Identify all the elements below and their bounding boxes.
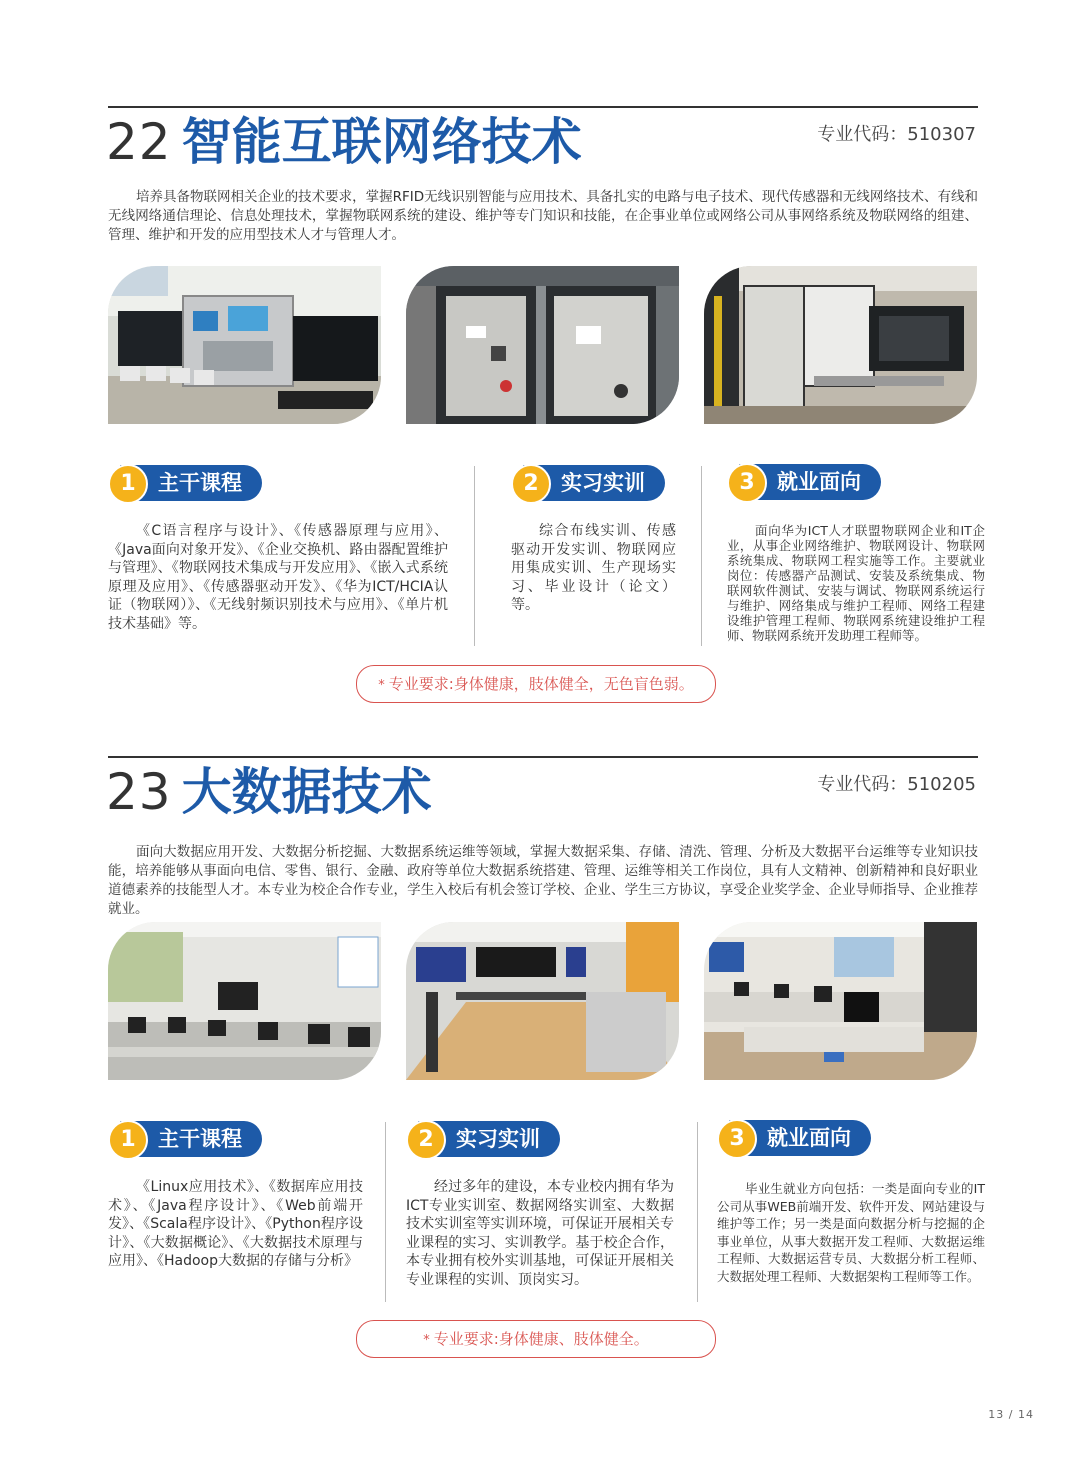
column-divider — [385, 1122, 386, 1302]
column-heading: 就业面向 — [729, 1120, 871, 1156]
lab-photo-computer-room-3 — [704, 922, 977, 1080]
column-divider — [474, 466, 475, 646]
requirement-star: * — [378, 678, 385, 693]
employment-text: 面向华为ICT人才联盟物联网企业和IT企业，从事企业网络维护、物联网设计、物联网系统集成、物联网工程实施等工作。主要就业岗位：传感器产品测试、安装及系统集成、物联网软件测试、安装与调试、物联网系统运行与维护、网络集成与维护工程师、网络工程建设维护管理工程师、物联网系统建设维护工程师、物联网系统开发助理工程师等。 — [727, 523, 985, 643]
requirement-note — [356, 665, 716, 703]
step-number: 2 — [511, 464, 551, 504]
column-divider — [701, 466, 702, 646]
lab-photo-rack-cabinets — [704, 266, 977, 424]
step-number: 1 — [108, 1120, 148, 1160]
practical-training-text: 综合布线实训、传感驱动开发实训、物联网应用集成实训、生产现场实习、毕业设计（论文）等。 — [511, 523, 676, 613]
section-divider — [108, 756, 978, 758]
step-number: 3 — [727, 463, 767, 503]
column-divider — [697, 1122, 698, 1302]
lab-photo-wiring-boards — [406, 266, 679, 424]
page-indicator: 13 / 14 — [988, 1408, 1034, 1421]
column-heading: 就业面向 — [739, 464, 881, 500]
lab-photo-computer-room-2 — [406, 922, 679, 1080]
step-number: 3 — [717, 1119, 757, 1159]
column-heading: 主干课程 — [120, 465, 262, 501]
major-name: 大数据技术 — [181, 763, 432, 821]
main-courses-text: 《Linux应用技术》、《数据库应用技术》、《Java程序设计》、《Web前端开发》、《Scala程序设计》、《Python程序设计》、《大数据概论》、《大数据技术原理与应用》、《Hadoop大数据的存储与分析》 — [108, 1179, 363, 1269]
major-code: 专业代码：510307 — [817, 124, 976, 145]
lab-photo-iot-workstations — [108, 266, 381, 424]
major-number: 22 — [106, 113, 172, 171]
lab-photo-computer-room-1 — [108, 922, 381, 1080]
major-title — [106, 112, 582, 172]
column-heading: 主干课程 — [120, 1121, 262, 1157]
major-number: 23 — [106, 763, 172, 821]
major-intro: 面向大数据应用开发、大数据分析挖掘、大数据系统运维等领域，掌握大数据采集、存储、清洗、管理、分析及大数据平台运维等专业知识技能，培养能够从事面向电信、零售、银行、金融、政府等单位大数据系统搭建、管理、运维等相关工作岗位，具有人文精神、创新精神和良好职业道德素养的技能型人才。本专业为校企合作专业，学生入校后有机会签订学校、企业、学生三方协议，享受企业奖学金、企业导师指导、企业推荐就业。 — [108, 844, 978, 917]
column-heading: 实习实训 — [418, 1121, 560, 1157]
major-intro: 培养具备物联网相关企业的技术要求，掌握RFID无线识别智能与应用技术、具备扎实的电路与电子技术、现代传感器和无线网络技术、有线和无线网络通信理论、信息处理技术，掌握物联网系统的建设、维护等专门知识和技能，在企事业单位或网络公司从事网络系统及物联网络的组建、管理、维护和开发的应用型技术人才与管理人才。 — [108, 189, 978, 243]
column-heading: 实习实训 — [523, 465, 665, 501]
major-name: 智能互联网络技术 — [181, 113, 582, 171]
main-courses-text: 《C语言程序与设计》、《传感器原理与应用》、《Java面向对象开发》、《企业交换机、路由器配置维护与管理》、《物联网技术集成与开发应用》、《嵌入式系统原理及应用》、《传感器驱动开发》、《华为ICT/HCIA认证（物联网）》、《无线射频识别技术与应用》、《单片机技术基础》等。 — [108, 523, 448, 632]
section-divider — [108, 106, 978, 108]
major-title — [106, 762, 432, 822]
requirement-star: * — [423, 1333, 430, 1348]
requirement-note — [356, 1320, 716, 1358]
requirement-text: 专业要求:身体健康、肢体健全。 — [433, 1330, 649, 1348]
step-number: 2 — [406, 1120, 446, 1160]
step-number: 1 — [108, 464, 148, 504]
employment-text: 毕业生就业方向包括：一类是面向专业的IT公司从事WEB前端开发、软件开发、网站建设与维护等工作；另一类是面向数据分析与挖掘的企事业单位，从事大数据开发工程师、大数据运维工程师、大数据运营专员、大数据分析工程师、大数据处理工程师、大数据架构工程师等工作。 — [717, 1181, 985, 1284]
major-code: 专业代码：510205 — [817, 774, 976, 795]
requirement-text: 专业要求:身体健康，肢体健全，无色盲色弱。 — [388, 675, 694, 693]
practical-training-text: 经过多年的建设，本专业校内拥有华为ICT专业实训室、数据网络实训室、大数据技术实训室等实训环境，可保证开展相关专业课程的实习、实训教学。基于校企合作，本专业拥有校外实训基地，可保证开展相关专业课程的实训、顶岗实习。 — [406, 1179, 674, 1288]
